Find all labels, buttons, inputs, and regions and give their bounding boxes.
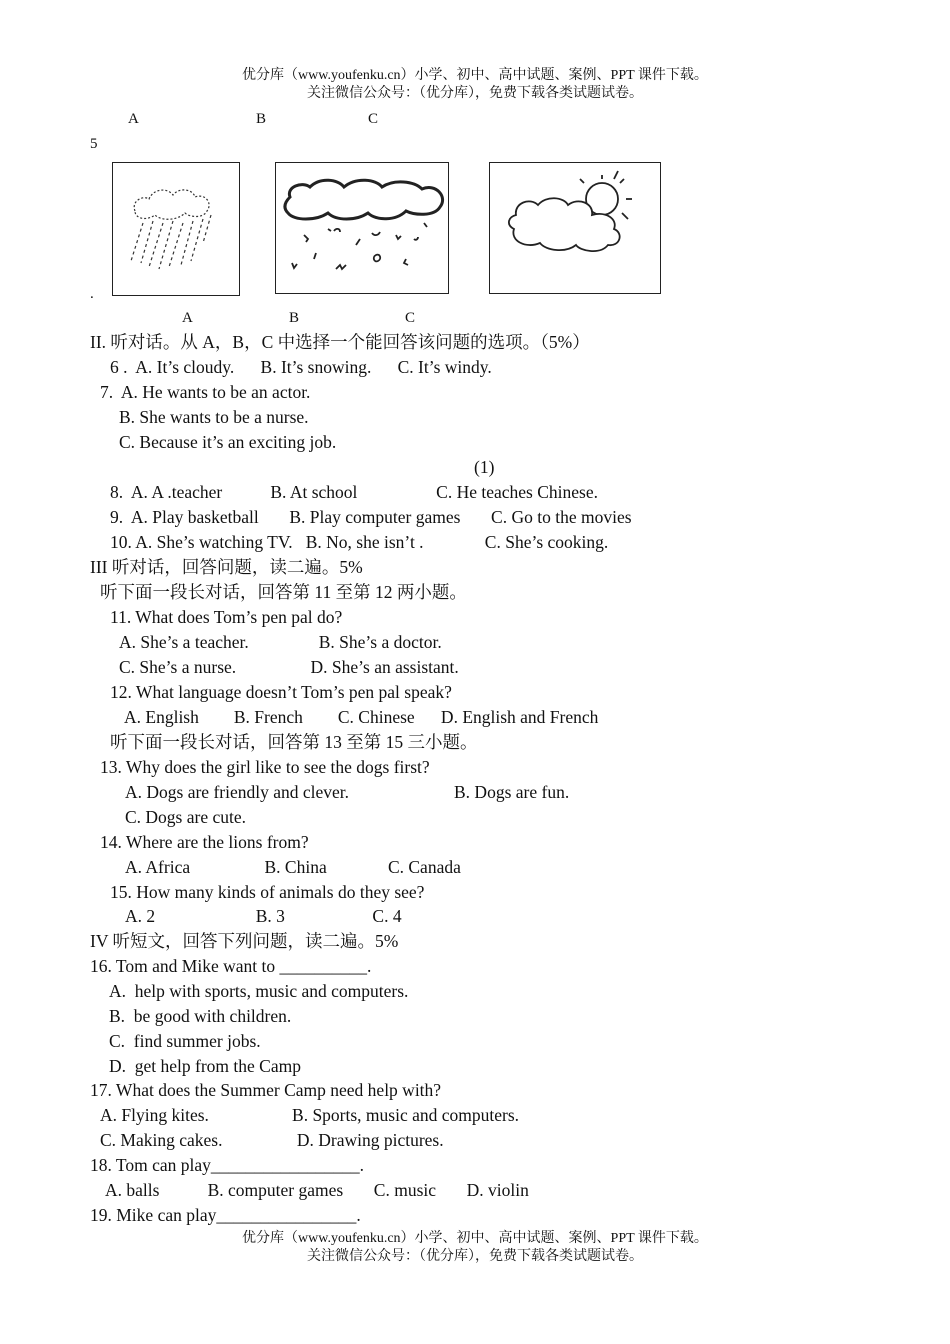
- sun-cloud-icon: [490, 163, 660, 293]
- section-3-intro-1: 听下面一段长对话，回答第 11 至第 12 两小题。: [100, 582, 467, 602]
- question-11-options-ab: A. She’s a teacher. B. She’s a doctor.: [119, 632, 442, 652]
- question-7-option-c: C. Because it’s an exciting job.: [119, 432, 337, 452]
- question-18-options: A. balls B. computer games C. music D. violin: [105, 1180, 529, 1200]
- question-13-options-ab: A. Dogs are friendly and clever. B. Dogs are fun.: [125, 782, 570, 802]
- question-16-option-a: A. help with sports, music and computers.: [109, 981, 409, 1001]
- question-16: 16. Tom and Mike want to __________.: [90, 956, 372, 976]
- q5-bottom-label-a: A: [182, 310, 193, 326]
- q5-dot: .: [90, 286, 94, 302]
- question-15-options: A. 2 B. 3 C. 4: [125, 906, 402, 926]
- q5-picture-a-rain: [112, 162, 240, 296]
- q5-top-label-a: A: [128, 111, 139, 127]
- q5-top-label-c: C: [368, 111, 379, 127]
- question-11-options-cd: C. She’s a nurse. D. She’s an assistant.: [119, 657, 459, 677]
- q5-number: 5: [90, 136, 98, 152]
- question-19: 19. Mike can play________________.: [90, 1205, 361, 1225]
- q5-bottom-label-b: B: [289, 310, 300, 326]
- q5-picture-b-snow: [275, 162, 449, 294]
- question-16-option-d: D. get help from the Camp: [109, 1056, 301, 1076]
- section-3-title: III 听对话，回答问题，读二遍。5%: [90, 557, 363, 577]
- question-14: 14. Where are the lions from?: [100, 832, 309, 852]
- question-9: 9. A. Play basketball B. Play computer games C. Go to the movies: [110, 507, 632, 527]
- question-7: 7. A. He wants to be an actor.: [100, 382, 311, 402]
- question-6: 6 . A. It’s cloudy. B. It’s snowing. C. It’s windy.: [110, 357, 492, 377]
- question-18: 18. Tom can play_________________.: [90, 1155, 365, 1175]
- snow-cloud-icon: [276, 163, 448, 293]
- question-17-options-ab: A. Flying kites. B. Sports, music and computers.: [100, 1105, 520, 1125]
- question-7-option-b: B. She wants to be a nurse.: [119, 407, 309, 427]
- question-15: 15. How many kinds of animals do they see?: [110, 882, 425, 902]
- q5-bottom-label-c: C: [405, 310, 416, 326]
- page-footer-line1: 优分库（www.youfenku.cn）小学、初中、高中试题、案例、PPT 课件下载。: [242, 1231, 708, 1246]
- section-4-title: IV 听短文，回答下列问题，读二遍。5%: [90, 931, 399, 951]
- question-12-options: A. English B. French C. Chinese D. English and French: [124, 707, 599, 727]
- question-17-options-cd: C. Making cakes. D. Drawing pictures.: [100, 1130, 444, 1150]
- page-mark: (1): [474, 457, 495, 477]
- rain-cloud-icon: [113, 163, 239, 295]
- page-header-line2: 关注微信公众号：（优分库），免费下载各类试题试卷。: [307, 86, 643, 101]
- question-14-options: A. Africa B. China C. Canada: [125, 857, 461, 877]
- question-10: 10. A. She’s watching TV. B. No, she isn’t . C. She’s cooking.: [110, 532, 609, 552]
- page-footer-line2: 关注微信公众号：（优分库），免费下载各类试题试卷。: [307, 1249, 643, 1264]
- question-16-option-b: B. be good with children.: [109, 1006, 292, 1026]
- question-13: 13. Why does the girl like to see the dogs first?: [100, 757, 430, 777]
- q5-picture-c-sunny-cloud: [489, 162, 661, 294]
- question-8: 8. A. A .teacher B. At school C. He teaches Chinese.: [110, 482, 598, 502]
- section-2-title: II. 听对话。从 A，B，C 中选择一个能回答该问题的选项。（5%）: [90, 332, 590, 352]
- q5-top-label-b: B: [256, 111, 267, 127]
- question-12: 12. What language doesn’t Tom’s pen pal speak?: [110, 682, 452, 702]
- question-16-option-c: C. find summer jobs.: [109, 1031, 261, 1051]
- section-3-intro-2: 听下面一段长对话，回答第 13 至第 15 三小题。: [110, 732, 478, 752]
- page-header-line1: 优分库（www.youfenku.cn）小学、初中、高中试题、案例、PPT 课件下载。: [242, 68, 708, 83]
- question-17: 17. What does the Summer Camp need help with?: [90, 1080, 442, 1100]
- question-11: 11. What does Tom’s pen pal do?: [110, 607, 343, 627]
- question-13-option-c: C. Dogs are cute.: [125, 807, 247, 827]
